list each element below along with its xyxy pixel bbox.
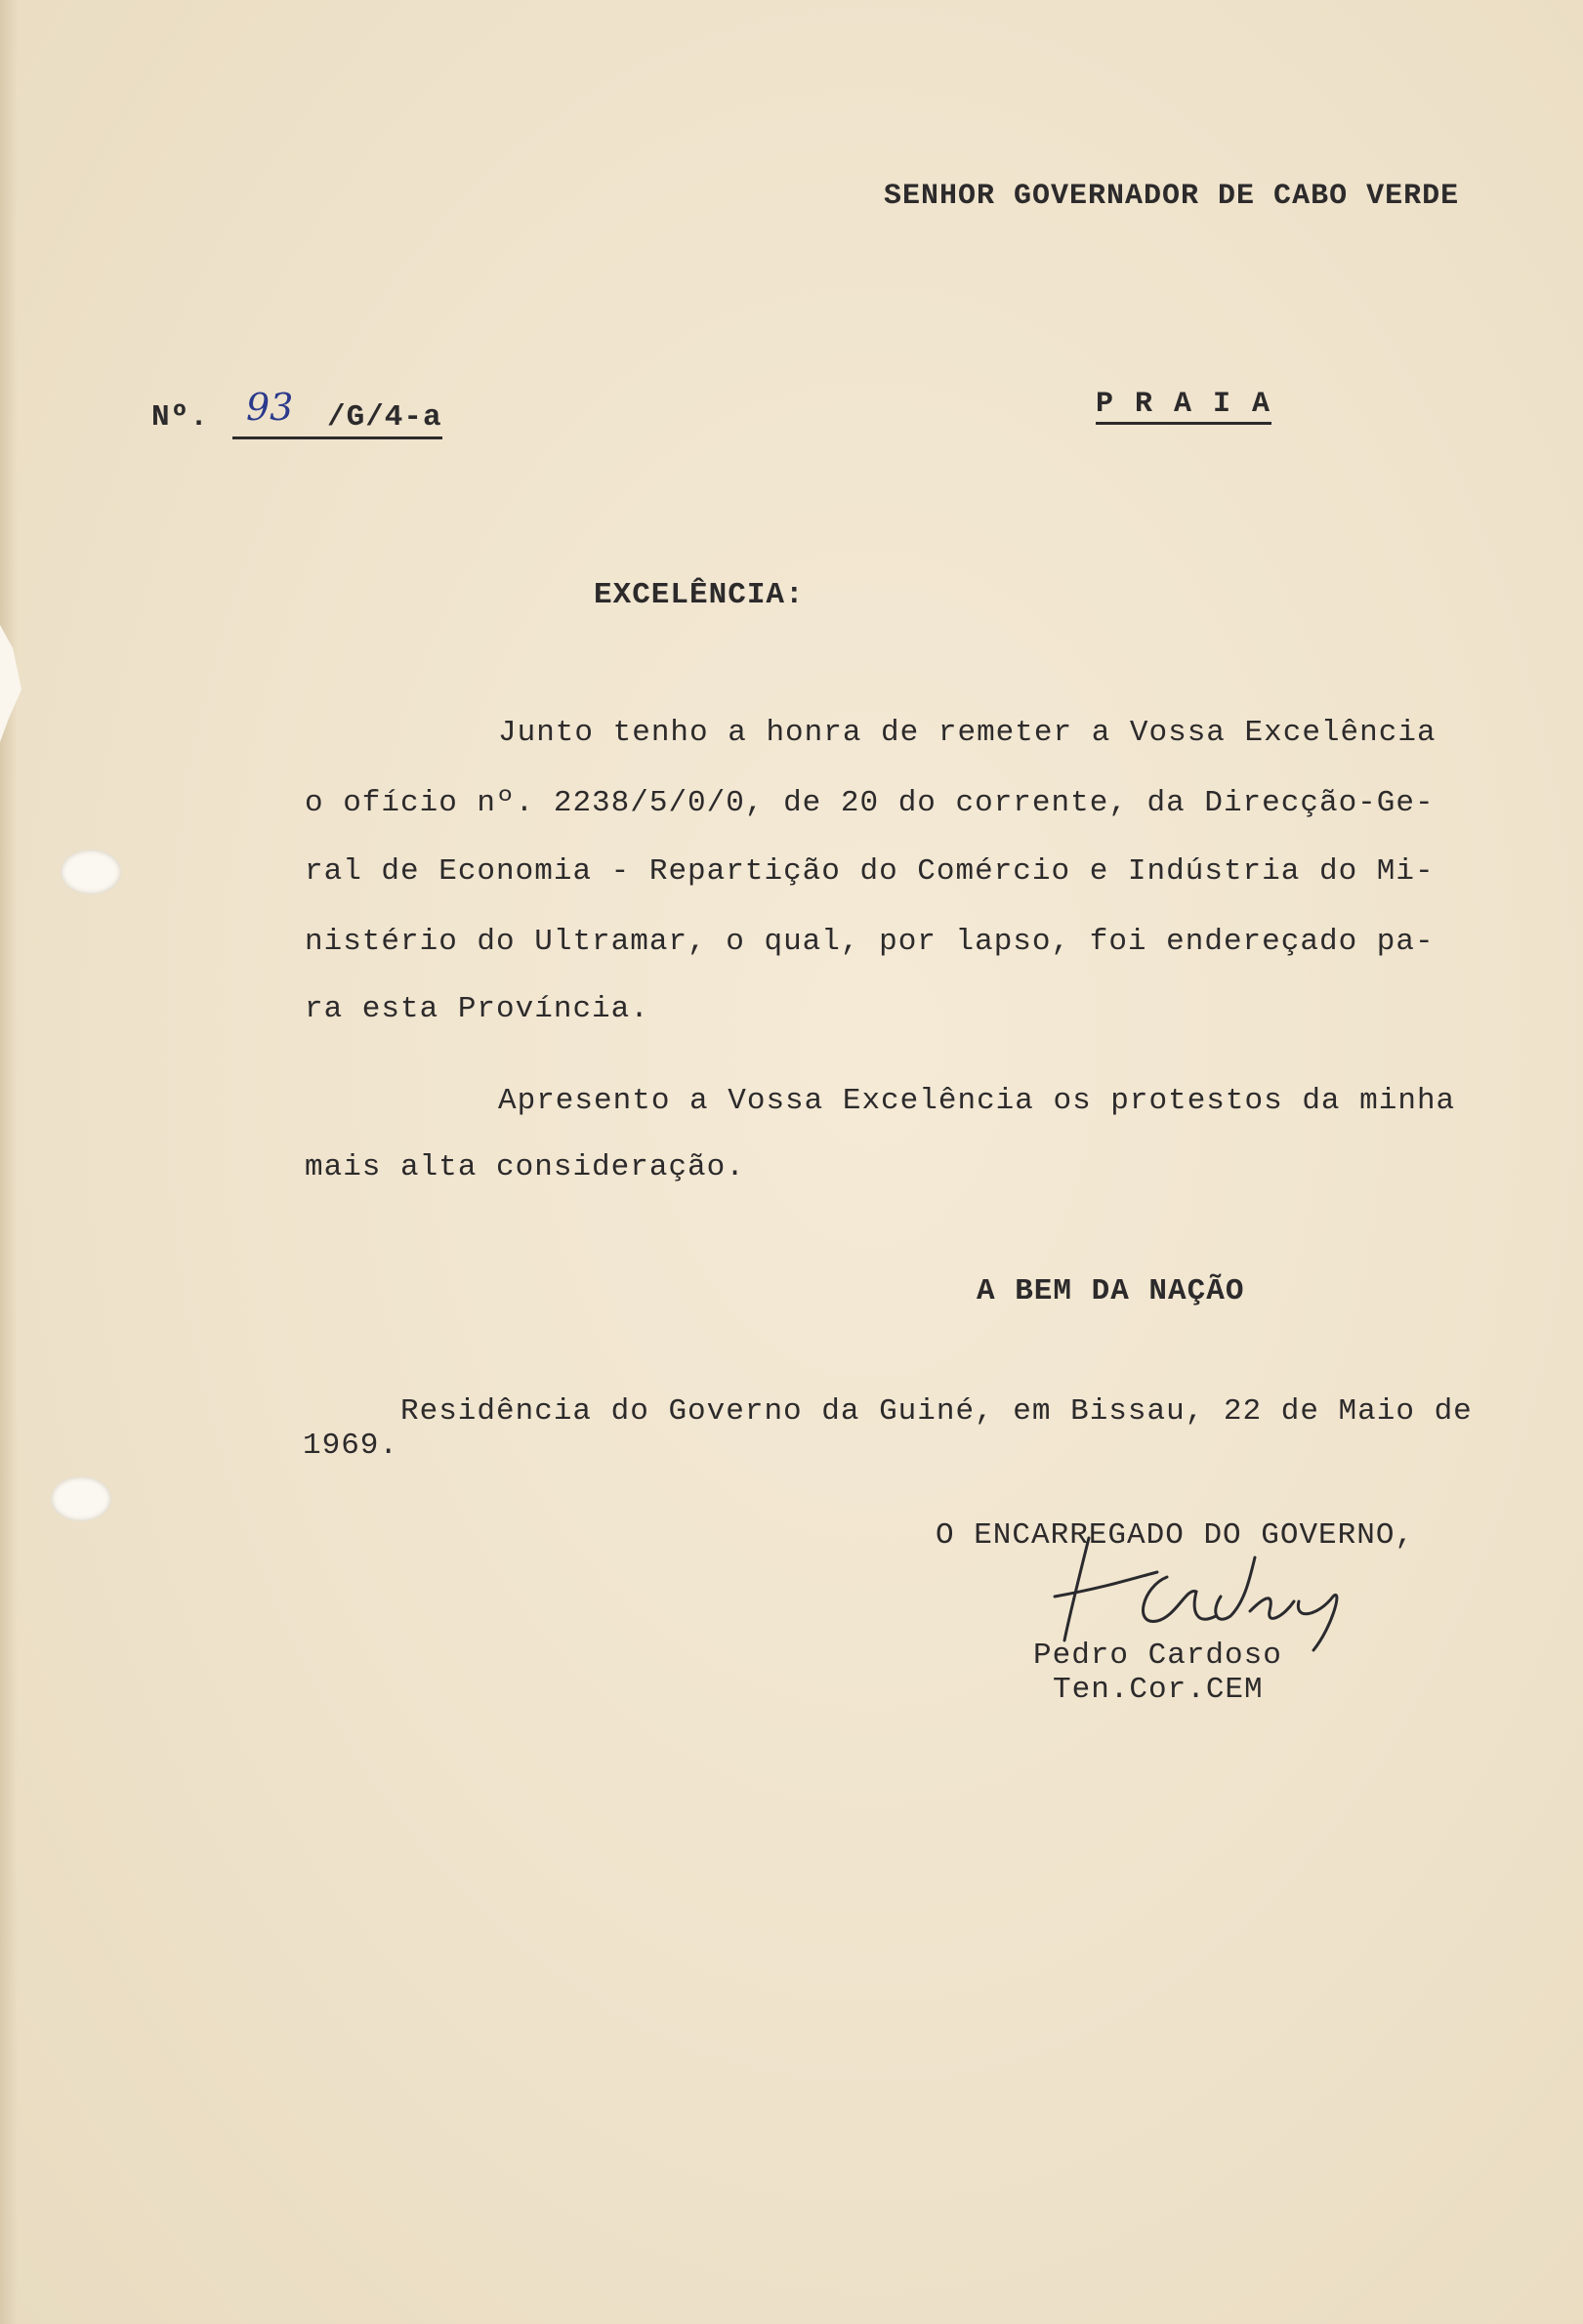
- place-date-line: Residência do Governo da Guiné, em Bissau, 22 de Maio de: [400, 1394, 1473, 1429]
- place-date-line: 1969.: [303, 1429, 399, 1463]
- body-line: nistério do Ultramar, o qual, por lapso, foi endereçado pa-: [305, 925, 1435, 959]
- signatory-title: O ENCARREGADO DO GOVERNO,: [936, 1518, 1415, 1553]
- body-line: ra esta Província.: [305, 992, 649, 1026]
- paper-edge-shadow: [0, 0, 18, 2324]
- reference-prefix: Nº.: [151, 400, 209, 435]
- body-line: ral de Economia - Repartição do Comércio e Indústria do Mi-: [305, 854, 1435, 889]
- body-line: Apresento a Vossa Excelência os protestos da minha: [498, 1084, 1456, 1118]
- punch-hole-top: [61, 850, 121, 894]
- salutation: EXCELÊNCIA:: [594, 578, 805, 612]
- reference-number-handwritten: 93: [246, 386, 294, 429]
- body-line: mais alta consideração.: [305, 1150, 745, 1184]
- addressee: SENHOR GOVERNADOR DE CABO VERDE: [884, 180, 1460, 213]
- motto: A BEM DA NAÇÃO: [977, 1274, 1245, 1308]
- body-line: Junto tenho a honra de remeter a Vossa Excelência: [498, 716, 1437, 750]
- reference-suffix: /G/4-a: [327, 400, 442, 435]
- signatory-name: Pedro Cardoso: [1033, 1639, 1282, 1673]
- body-line: o ofício nº. 2238/5/0/0, de 20 do corrente, da Direcção-Ge-: [305, 786, 1435, 820]
- destination: P R A I A: [1096, 388, 1271, 425]
- signatory-rank: Ten.Cor.CEM: [1053, 1673, 1264, 1707]
- punch-hole-bottom: [51, 1476, 111, 1521]
